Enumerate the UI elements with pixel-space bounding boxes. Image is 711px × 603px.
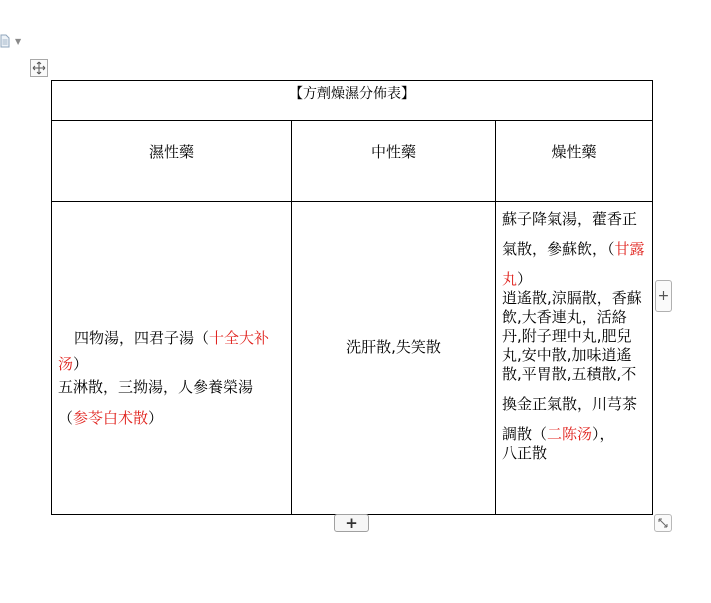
dry-para-4: 逍遙散,涼膈散，香蘇飲,大香連丸，活絡丹,附子理中丸,肥兒丸,安中散,加味逍遙散,平胃散,五積散,不	[502, 289, 642, 383]
table-body-row	[52, 202, 652, 514]
dry-para-5: 換金正氣散，川芎茶	[502, 395, 638, 413]
dry-para-3: 丸）	[502, 270, 533, 288]
table-header-row	[52, 121, 652, 202]
add-column-button[interactable]	[655, 280, 672, 312]
dry-para-7: 八正散	[502, 444, 548, 462]
distribution-table[interactable]	[51, 80, 653, 515]
header-cell-neutral[interactable]	[292, 121, 496, 201]
document-icon[interactable]	[0, 34, 10, 48]
caret-down-icon[interactable]: ▼	[15, 37, 22, 46]
add-column-label: +	[657, 288, 670, 304]
neutral-text: 洗肝散,失笑散	[346, 338, 441, 356]
dry-para-2: 氣散，參蘇飲，（甘露	[502, 240, 645, 258]
dry-para-1: 蘇子降氣湯，藿香正	[502, 210, 638, 228]
move-arrows-icon	[32, 61, 46, 75]
table-resize-handle[interactable]	[654, 514, 672, 532]
damp-line-4: （参苓白术散）	[58, 408, 164, 427]
dry-para-6: 調散（二陈汤），	[502, 425, 615, 443]
table-move-handle[interactable]	[30, 59, 48, 77]
damp-line-3: 五淋散，三拗湯，人參養榮湯	[58, 377, 254, 396]
table-title: 【方劑燥濕分佈表】	[289, 86, 415, 102]
header-label-neutral: 中性藥	[370, 143, 416, 161]
cell-dry-formulas[interactable]	[496, 202, 652, 514]
table-title-row[interactable]	[52, 81, 652, 121]
add-row-button[interactable]	[334, 514, 369, 532]
cell-damp-formulas[interactable]	[52, 202, 292, 514]
header-cell-dry[interactable]	[496, 121, 652, 201]
header-cell-damp[interactable]	[52, 121, 292, 201]
cell-neutral-formulas[interactable]	[292, 202, 496, 514]
header-label-damp: 濕性藥	[148, 143, 194, 161]
damp-line-1: 四物湯，四君子湯（十全大补	[74, 329, 270, 347]
resize-diagonal-icon	[657, 517, 669, 529]
add-row-label: +	[345, 514, 358, 532]
damp-line-2: 汤）	[58, 355, 89, 374]
header-label-dry: 燥性藥	[551, 143, 597, 161]
